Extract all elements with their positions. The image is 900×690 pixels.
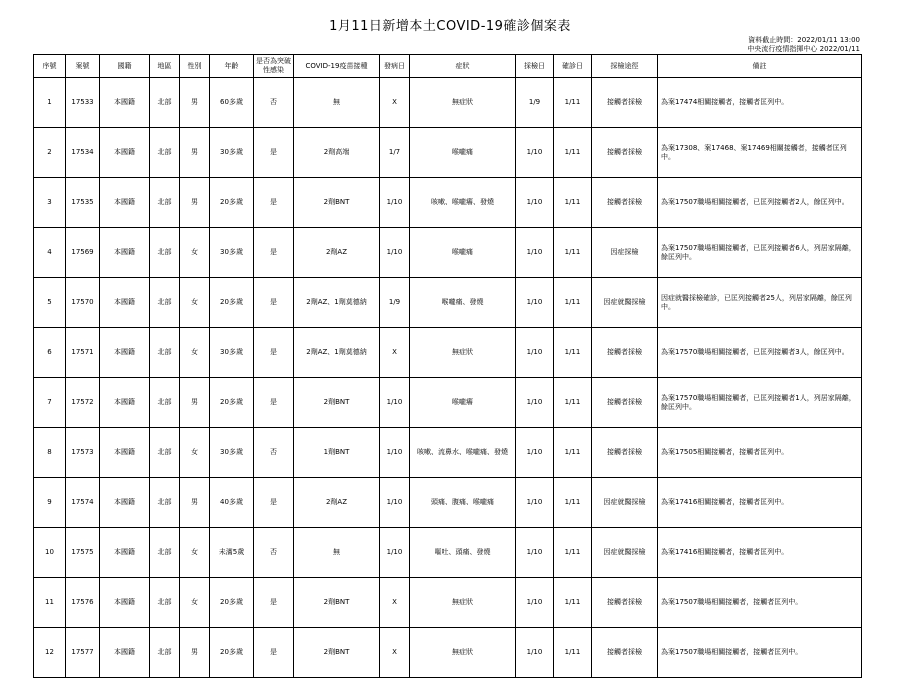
table-cell: 無 xyxy=(294,528,380,578)
table-cell: 本國籍 xyxy=(100,428,150,478)
table-cell: 是 xyxy=(254,128,294,178)
table-cell: 2劑BNT xyxy=(294,578,380,628)
table-cell: 2劑高端 xyxy=(294,128,380,178)
table-cell: 本國籍 xyxy=(100,528,150,578)
table-cell: 2劑AZ、1劑莫德納 xyxy=(294,328,380,378)
data-cutoff-time: 資料截止時間：2022/01/11 13:00 xyxy=(748,36,860,44)
table-cell: 是 xyxy=(254,278,294,328)
table-cell: 本國籍 xyxy=(100,278,150,328)
table-cell: 為案17507職場相關接觸者，接觸者匡列中。 xyxy=(658,628,862,678)
header-cell: 地區 xyxy=(150,55,180,78)
table-cell: 2劑BNT xyxy=(294,178,380,228)
table-row xyxy=(34,128,862,178)
table-cell: 本國籍 xyxy=(100,128,150,178)
table-cell: 為案17416相關接觸者，接觸者匡列中。 xyxy=(658,528,862,578)
table-cell: 是 xyxy=(254,178,294,228)
table-cell: 女 xyxy=(180,528,210,578)
table-cell: 為案17570職場相關接觸者，已匡列接觸者1人，列居家隔離，餘匡列中。 xyxy=(658,378,862,428)
table-cell: 本國籍 xyxy=(100,78,150,128)
table-cell: 未滿5歲 xyxy=(210,528,254,578)
table-cell: 1/11 xyxy=(554,628,592,678)
table-cell: 因症就醫採檢 xyxy=(592,278,658,328)
table-row xyxy=(34,178,862,228)
table-cell: 北部 xyxy=(150,428,180,478)
table-cell: 1/11 xyxy=(554,428,592,478)
table-cell: 男 xyxy=(180,628,210,678)
table-cell: 1/9 xyxy=(516,78,554,128)
table-cell: 11 xyxy=(34,578,66,628)
table-cell: 2劑AZ xyxy=(294,478,380,528)
table-cell: 20多歲 xyxy=(210,628,254,678)
table-cell: 因症就醫採檢確診，已匡列接觸者25人，列居家隔離，餘匡列中。 xyxy=(658,278,862,328)
table-cell: 40多歲 xyxy=(210,478,254,528)
table-cell: 北部 xyxy=(150,128,180,178)
table-cell: 接觸者採檢 xyxy=(592,128,658,178)
table-cell: 無症狀 xyxy=(410,328,516,378)
table-cell: 30多歲 xyxy=(210,228,254,278)
header-cell: 備註 xyxy=(658,55,862,78)
table-cell: 5 xyxy=(34,278,66,328)
table-cell: 10 xyxy=(34,528,66,578)
table-cell: 為案17570職場相關接觸者，已匡列接觸者3人，餘匡列中。 xyxy=(658,328,862,378)
table-cell: 1/7 xyxy=(380,128,410,178)
table-cell: 因症採檢 xyxy=(592,228,658,278)
table-cell: 1/11 xyxy=(554,578,592,628)
header-row xyxy=(34,55,862,78)
table-cell: 喉嚨癢 xyxy=(410,378,516,428)
table-cell: 17576 xyxy=(66,578,100,628)
table-cell: 北部 xyxy=(150,328,180,378)
header-cell: COVID-19疫苗接種 xyxy=(294,55,380,78)
table-cell: 接觸者採檢 xyxy=(592,328,658,378)
table-cell: 17571 xyxy=(66,328,100,378)
table-cell: 30多歲 xyxy=(210,428,254,478)
header-cell: 發病日 xyxy=(380,55,410,78)
table-cell: 本國籍 xyxy=(100,228,150,278)
table-cell: 因症就醫採檢 xyxy=(592,478,658,528)
header-cell: 案號 xyxy=(66,55,100,78)
table-cell: 20多歲 xyxy=(210,578,254,628)
table-cell: X xyxy=(380,328,410,378)
table-cell: 1/10 xyxy=(516,378,554,428)
table-cell: 男 xyxy=(180,478,210,528)
table-cell: 咳嗽、流鼻水、喉嚨痛、發燒 xyxy=(410,428,516,478)
table-cell: 30多歲 xyxy=(210,128,254,178)
table-cell: 否 xyxy=(254,428,294,478)
report-meta xyxy=(747,36,860,54)
table-row xyxy=(34,328,862,378)
table-cell: 6 xyxy=(34,328,66,378)
source-line: 中央流行疫情指揮中心 2022/01/11 xyxy=(747,45,860,53)
table-cell: 1/10 xyxy=(516,578,554,628)
table-cell: 1/10 xyxy=(516,178,554,228)
table-cell: 2劑BNT xyxy=(294,378,380,428)
table-cell: 1/10 xyxy=(380,378,410,428)
table-cell: 本國籍 xyxy=(100,178,150,228)
table-cell: 喉嚨痛 xyxy=(410,128,516,178)
table-cell: 30多歲 xyxy=(210,328,254,378)
table-row xyxy=(34,378,862,428)
table-cell: 1劑BNT xyxy=(294,428,380,478)
table-cell: 7 xyxy=(34,378,66,428)
table-cell: 嘔吐、頭痛、發燒 xyxy=(410,528,516,578)
table-cell: 為案17507職場相關接觸者，已匡列接觸者6人，列居家隔離，餘匡列中。 xyxy=(658,228,862,278)
table-cell: 咳嗽、喉嚨癢、發燒 xyxy=(410,178,516,228)
table-cell: 20多歲 xyxy=(210,178,254,228)
table-cell: 女 xyxy=(180,578,210,628)
table-cell: 9 xyxy=(34,478,66,528)
table-cell: 12 xyxy=(34,628,66,678)
table-cell: 本國籍 xyxy=(100,478,150,528)
header-cell: 性別 xyxy=(180,55,210,78)
table-cell: 1/10 xyxy=(516,628,554,678)
header-cell: 是否為突破性感染 xyxy=(254,55,294,78)
table-cell: 接觸者採檢 xyxy=(592,578,658,628)
table-cell: 2 xyxy=(34,128,66,178)
table-cell: 1/11 xyxy=(554,278,592,328)
table-cell: 是 xyxy=(254,228,294,278)
table-cell: 1/11 xyxy=(554,78,592,128)
table-cell: 是 xyxy=(254,378,294,428)
table-cell: 因症就醫採檢 xyxy=(592,528,658,578)
table-cell: 否 xyxy=(254,528,294,578)
header-cell: 確診日 xyxy=(554,55,592,78)
case-rows xyxy=(34,78,862,678)
table-cell: 1/10 xyxy=(380,428,410,478)
header-cell: 症狀 xyxy=(410,55,516,78)
table-cell: 20多歲 xyxy=(210,378,254,428)
page-title: 1月11日新增本土COVID-19確診個案表 xyxy=(329,19,571,34)
table-cell: 1/10 xyxy=(516,478,554,528)
table-cell: 女 xyxy=(180,278,210,328)
table-cell: 為案17505相關接觸者，接觸者匡列中。 xyxy=(658,428,862,478)
table-cell: 1/10 xyxy=(516,278,554,328)
table-cell: 1/9 xyxy=(380,278,410,328)
table-cell: 17535 xyxy=(66,178,100,228)
table-cell: 1/10 xyxy=(516,428,554,478)
table-cell: 2劑BNT xyxy=(294,628,380,678)
table-cell: 是 xyxy=(254,478,294,528)
table-cell: 頭痛、腹痛、喉嚨痛 xyxy=(410,478,516,528)
table-cell: 1/11 xyxy=(554,478,592,528)
table-cell: X xyxy=(380,78,410,128)
table-cell: 北部 xyxy=(150,178,180,228)
table-cell: 17570 xyxy=(66,278,100,328)
table-cell: 北部 xyxy=(150,278,180,328)
table-row xyxy=(34,528,862,578)
table-cell: 無 xyxy=(294,78,380,128)
table-cell: 1/11 xyxy=(554,328,592,378)
table-cell: 接觸者採檢 xyxy=(592,428,658,478)
table-cell: 喉嚨痛、發燒 xyxy=(410,278,516,328)
table-cell: 20多歲 xyxy=(210,278,254,328)
table-cell: 男 xyxy=(180,78,210,128)
table-cell: 1/10 xyxy=(380,178,410,228)
table-cell: 1/11 xyxy=(554,128,592,178)
table-cell: 為案17474相關接觸者，接觸者匡列中。 xyxy=(658,78,862,128)
table-cell: 1/11 xyxy=(554,378,592,428)
table-cell: 北部 xyxy=(150,578,180,628)
table-cell: 1 xyxy=(34,78,66,128)
table-cell: X xyxy=(380,628,410,678)
table-cell: 男 xyxy=(180,378,210,428)
table-cell: 喉嚨痛 xyxy=(410,228,516,278)
table-cell: X xyxy=(380,578,410,628)
table-cell: 17569 xyxy=(66,228,100,278)
table-cell: 17573 xyxy=(66,428,100,478)
table-cell: 男 xyxy=(180,128,210,178)
table-cell: 1/11 xyxy=(554,178,592,228)
table-cell: 本國籍 xyxy=(100,378,150,428)
table-row xyxy=(34,478,862,528)
table-row xyxy=(34,278,862,328)
table-cell: 1/10 xyxy=(380,478,410,528)
table-cell: 否 xyxy=(254,78,294,128)
table-cell: 北部 xyxy=(150,478,180,528)
table-cell: 1/10 xyxy=(380,528,410,578)
table-cell: 接觸者採檢 xyxy=(592,378,658,428)
table-cell: 3 xyxy=(34,178,66,228)
table-cell: 本國籍 xyxy=(100,628,150,678)
table-cell: 接觸者採檢 xyxy=(592,78,658,128)
table-cell: 是 xyxy=(254,628,294,678)
table-cell: 無症狀 xyxy=(410,628,516,678)
table-cell: 1/10 xyxy=(380,228,410,278)
table-row xyxy=(34,78,862,128)
table-row xyxy=(34,578,862,628)
case-table xyxy=(33,54,862,678)
table-cell: 北部 xyxy=(150,628,180,678)
table-cell: 是 xyxy=(254,578,294,628)
table-cell: 17577 xyxy=(66,628,100,678)
table-cell: 為案17507職場相關接觸者，接觸者匡列中。 xyxy=(658,578,862,628)
table-cell: 本國籍 xyxy=(100,578,150,628)
table-cell: 1/11 xyxy=(554,228,592,278)
table-cell: 17534 xyxy=(66,128,100,178)
table-cell: 本國籍 xyxy=(100,328,150,378)
table-cell: 無症狀 xyxy=(410,78,516,128)
table-cell: 為案17507職場相關接觸者，已匡列接觸者2人，餘匡列中。 xyxy=(658,178,862,228)
table-cell: 無症狀 xyxy=(410,578,516,628)
table-row xyxy=(34,628,862,678)
table-cell: 北部 xyxy=(150,528,180,578)
table-cell: 1/10 xyxy=(516,328,554,378)
table-cell: 女 xyxy=(180,228,210,278)
header-cell: 年齡 xyxy=(210,55,254,78)
header-cell: 採檢日 xyxy=(516,55,554,78)
table-cell: 17574 xyxy=(66,478,100,528)
table-cell: 接觸者採檢 xyxy=(592,628,658,678)
table-cell: 4 xyxy=(34,228,66,278)
table-cell: 1/11 xyxy=(554,528,592,578)
table-cell: 北部 xyxy=(150,228,180,278)
table-cell: 2劑AZ xyxy=(294,228,380,278)
table-cell: 女 xyxy=(180,328,210,378)
table-cell: 是 xyxy=(254,328,294,378)
table-cell: 8 xyxy=(34,428,66,478)
header-cell: 序號 xyxy=(34,55,66,78)
table-cell: 17572 xyxy=(66,378,100,428)
table-row xyxy=(34,228,862,278)
table-cell: 2劑AZ、1劑莫德納 xyxy=(294,278,380,328)
header-cell: 國籍 xyxy=(100,55,150,78)
table-cell: 北部 xyxy=(150,78,180,128)
table-cell: 為案17416相關接觸者，接觸者匡列中。 xyxy=(658,478,862,528)
table-cell: 1/10 xyxy=(516,128,554,178)
header-cell: 採檢途徑 xyxy=(592,55,658,78)
table-cell: 17533 xyxy=(66,78,100,128)
table-cell: 北部 xyxy=(150,378,180,428)
table-cell: 1/10 xyxy=(516,528,554,578)
table-cell: 女 xyxy=(180,428,210,478)
table-cell: 為案17308、案17468、案17469相關接觸者，接觸者匡列中。 xyxy=(658,128,862,178)
table-cell: 17575 xyxy=(66,528,100,578)
table-cell: 1/10 xyxy=(516,228,554,278)
table-cell: 男 xyxy=(180,178,210,228)
table-row xyxy=(34,428,862,478)
table-cell: 接觸者採檢 xyxy=(592,178,658,228)
table-cell: 60多歲 xyxy=(210,78,254,128)
